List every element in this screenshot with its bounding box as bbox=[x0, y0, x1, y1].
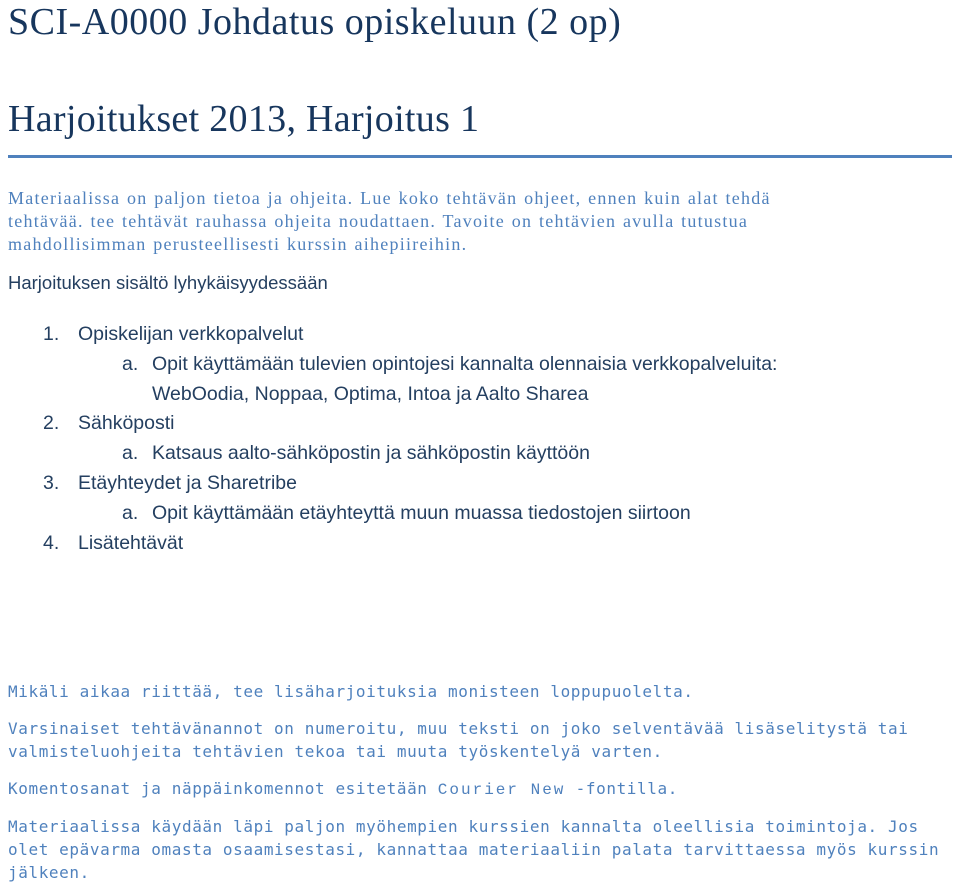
courier-font-sample: Courier New bbox=[437, 781, 566, 799]
list-label: Lisätehtävät bbox=[78, 532, 184, 554]
note-text: Komentosanat ja näppäinkomennot esitetään bbox=[8, 779, 438, 798]
list-number: 1. bbox=[43, 323, 60, 345]
list-letter: a. bbox=[122, 442, 139, 464]
intro-line: tehtävää. tee tehtävät rauhassa ohjeita noudattaen. Tavoite on tehtävien avulla tutustua bbox=[8, 211, 749, 231]
note-line: Mikäli aikaa riittää, tee lisäharjoituksia monisteen loppupuolelta. bbox=[8, 682, 694, 701]
note-material bbox=[8, 815, 952, 884]
contents-heading: Harjoituksen sisältö lyhykäisyydessään bbox=[8, 272, 328, 293]
list-sublabel: Katsaus aalto-sähköpostin ja sähköpostin käyttöön bbox=[152, 442, 590, 464]
note-line: jälkeen. bbox=[8, 863, 90, 882]
document-subtitle: Harjoitukset 2013, Harjoitus 1 bbox=[8, 98, 480, 140]
note-line: valmisteluohjeita tehtävien tekoa tai muuta työskentelyä varten. bbox=[8, 742, 663, 761]
list-sublabel: WebOodia, Noppaa, Optima, Intoa ja Aalto Sharea bbox=[152, 383, 589, 405]
document-title: SCI-A0000 Johdatus opiskeluun (2 op) bbox=[8, 1, 622, 43]
list-letter: a. bbox=[122, 353, 139, 375]
note-line: Varsinaiset tehtävänannot on numeroitu, muu teksti on joko selventävää lisäselitystä tai bbox=[8, 719, 909, 738]
list-label: Etäyhteydet ja Sharetribe bbox=[78, 472, 297, 494]
intro-line: mahdollisimman perusteellisesti kurssin aihepiireihin. bbox=[8, 234, 468, 254]
list-label: Sähköposti bbox=[78, 412, 175, 434]
list-number: 3. bbox=[43, 472, 60, 494]
note-line: olet epävarma omasta osaamisestasi, kannattaa materiaaliin palata tarvittaessa myös kurssin bbox=[8, 840, 940, 859]
list-sublabel: Opit käyttämään tulevien opintojesi kannalta olennaisia verkkopalveluita: bbox=[152, 353, 778, 375]
list-sublabel: Opit käyttämään etäyhteyttä muun muassa tiedostojen siirtoon bbox=[152, 502, 691, 524]
note-extra-exercises bbox=[8, 680, 952, 703]
list-letter: a. bbox=[122, 502, 139, 524]
note-commands bbox=[8, 777, 952, 802]
list-number: 4. bbox=[43, 532, 60, 554]
list-label: Opiskelijan verkkopalvelut bbox=[78, 323, 304, 345]
note-text: -fontilla. bbox=[565, 779, 678, 798]
note-line: Materiaalissa käydään läpi paljon myöhempien kurssien kannalta oleellisia toimintoja. Jos bbox=[8, 817, 919, 836]
list-number: 2. bbox=[43, 412, 60, 434]
intro-line: Materiaalissa on paljon tietoa ja ohjeita. Lue koko tehtävän ohjeet, ennen kuin alat tehdä bbox=[8, 188, 771, 208]
note-numbering bbox=[8, 717, 952, 763]
